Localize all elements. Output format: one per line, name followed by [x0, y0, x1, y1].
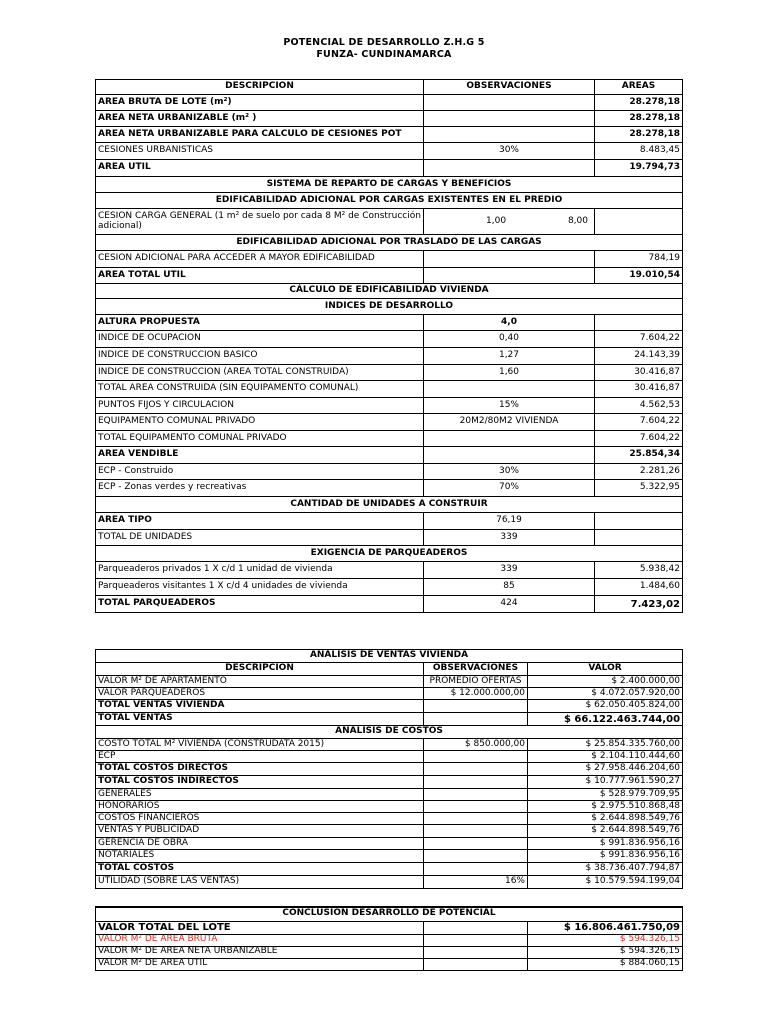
row-value: 24.143,39: [595, 348, 683, 365]
table-row: [96, 513, 683, 530]
table-row: [96, 331, 683, 348]
row-label: VALOR M² DE AREA NETA URBANIZABLE: [96, 946, 424, 958]
table-row: [96, 464, 683, 480]
obs-value-a: 1,00: [486, 215, 507, 226]
col-header-descripcion: DESCRIPCION: [96, 80, 424, 95]
row-value: $ 2.644.898.549,76: [528, 825, 683, 838]
table-header-row: [96, 663, 683, 676]
row-observation: $ 12.000.000,00: [424, 688, 528, 700]
col-header-descripcion: DESCRIPCION: [96, 663, 424, 676]
row-observation: 70%: [424, 480, 595, 497]
row-label: TOTAL EQUIPAMENTO COMUNAL PRIVADO: [96, 431, 424, 447]
col-header-areas: AREAS: [595, 80, 683, 95]
section-title: EDIFICABILIDAD ADICIONAL POR CARGAS EXISTENTES EN EL PREDIO: [96, 193, 683, 209]
table-row: [96, 813, 683, 825]
row-label: GERENCIA DE OBRA: [96, 838, 424, 850]
row-label: TOTAL COSTOS: [96, 863, 424, 876]
row-label: NOTARIALES: [96, 850, 424, 863]
table-row: [96, 381, 683, 398]
section-title: CÁLCULO DE EDIFICABILIDAD VIVIENDA: [96, 284, 683, 299]
row-value: 30.416,87: [595, 365, 683, 381]
row-label: Parqueaderos privados 1 X c/d 1 unidad de vivienda: [96, 562, 424, 579]
table-row: [96, 700, 683, 713]
row-observation: $ 850.000,00: [424, 739, 528, 751]
row-observation: 76,19: [424, 513, 595, 530]
row-observation: 30%: [424, 143, 595, 160]
row-value: 4.562,53: [595, 398, 683, 414]
table-row: [96, 268, 683, 284]
row-label: AREA NETA URBANIZABLE (m² ): [96, 111, 424, 127]
row-label: PUNTOS FIJOS Y CIRCULACION: [96, 398, 424, 414]
row-label: CESIONES URBANISTICAS: [96, 143, 424, 160]
row-label: VENTAS Y PUBLICIDAD: [96, 825, 424, 838]
row-value: 5.322,95: [595, 480, 683, 497]
row-value: $ 884.060,15: [528, 958, 683, 970]
row-label: CESION ADICIONAL PARA ACCEDER A MAYOR EDIFICABILIDAD: [96, 251, 424, 268]
row-observation: [424, 209, 595, 235]
row-observation: 30%: [424, 464, 595, 480]
col-header-observaciones: OBSERVACIONES: [424, 80, 595, 95]
row-label: Parqueaderos visitantes 1 X c/d 4 unidades de vivienda: [96, 579, 424, 596]
row-value: 7.423,02: [595, 596, 683, 613]
page-subtitle: FUNZA- CUNDINAMARCA: [316, 49, 452, 60]
row-value: $ 991.836.956,16: [528, 850, 683, 863]
table-row: [96, 127, 683, 143]
row-observation: 16%: [424, 876, 528, 889]
row-value: 8.483,45: [595, 143, 683, 160]
section-header: [96, 497, 683, 513]
section-header: [96, 299, 683, 315]
table-row: [96, 739, 683, 751]
table-row: [96, 676, 683, 688]
row-observation: 424: [424, 596, 595, 613]
table-row: [96, 688, 683, 700]
row-observation: 20M2/80M2 VIVIENDA: [424, 414, 595, 431]
row-label: INDICE DE CONSTRUCCION (AREA TOTAL CONSTRUIDA): [96, 365, 424, 381]
row-label: TOTAL PARQUEADEROS: [96, 596, 424, 613]
row-label: GENERALES: [96, 789, 424, 801]
row-value: $ 38.736.407.794,87: [528, 863, 683, 876]
section-title: CANTIDAD DE UNIDADES A CONSTRUIR: [96, 497, 683, 513]
row-label: TOTAL DE UNIDADES: [96, 530, 424, 546]
row-observation: PROMEDIO OFERTAS: [424, 676, 528, 688]
row-label: TOTAL VENTAS VIVIENDA: [96, 700, 424, 713]
table-row: [96, 530, 683, 546]
table-row: [96, 850, 683, 863]
table-row: [96, 946, 683, 958]
row-value: $ 594.326,15: [528, 946, 683, 958]
table-row: [96, 958, 683, 970]
section-title: EDIFICABILIDAD ADICIONAL POR TRASLADO DE LAS CARGAS: [96, 235, 683, 251]
table-row: [96, 480, 683, 497]
row-label: TOTAL COSTOS DIRECTOS: [96, 763, 424, 776]
row-observation: 1,60: [424, 365, 595, 381]
section-header: [96, 177, 683, 193]
row-value: $ 528.979.709,95: [528, 789, 683, 801]
row-value: $ 2.644.898.549,76: [528, 813, 683, 825]
row-value: $ 10.579.594.199,04: [528, 876, 683, 889]
row-value: 19.794,73: [595, 160, 683, 177]
row-label: VALOR PARQUEADEROS: [96, 688, 424, 700]
obs-value-b: 8,00: [567, 215, 588, 226]
row-value: 2.281,26: [595, 464, 683, 480]
table-row: [96, 160, 683, 177]
row-label: TOTAL COSTOS INDIRECTOS: [96, 776, 424, 789]
section-header: [96, 284, 683, 299]
potential-table: [95, 79, 683, 613]
row-value: 5.938,42: [595, 562, 683, 579]
row-observation: 4,0: [424, 315, 595, 331]
table-row: [96, 95, 683, 111]
row-label: AREA TOTAL UTIL: [96, 268, 424, 284]
table-row: [96, 414, 683, 431]
row-value: 30.416,87: [595, 381, 683, 398]
table-row: [96, 348, 683, 365]
table-row: [96, 801, 683, 813]
table-row: [96, 934, 683, 946]
table-row: [96, 143, 683, 160]
table-row: [96, 751, 683, 763]
table-row: [96, 365, 683, 381]
table-row: [96, 398, 683, 414]
table-row: [96, 838, 683, 850]
table-row: [96, 863, 683, 876]
section-title: CONCLUSION DESARROLLO DE POTENCIAL: [96, 907, 683, 921]
row-value: $ 16.806.461.750,09: [528, 921, 683, 934]
row-label: AREA BRUTA DE LOTE (m²): [96, 95, 424, 111]
row-value: $ 991.836.956,16: [528, 838, 683, 850]
row-label: COSTO TOTAL M² VIVIENDA (CONSTRUDATA 2015): [96, 739, 424, 751]
page-title: POTENCIAL DE DESARROLLO Z.H.G 5: [283, 37, 485, 48]
row-value: $ 4.072.057.920,00: [528, 688, 683, 700]
table-row: [96, 562, 683, 579]
row-value: $ 66.122.463.744,00: [528, 713, 683, 726]
row-label: ECP: [96, 751, 424, 763]
row-value: 25.854,34: [595, 447, 683, 464]
row-value: $ 2.975.510.868,48: [528, 801, 683, 813]
conclusion-table: [95, 906, 683, 971]
row-label: INDICE DE OCUPACION: [96, 331, 424, 348]
table-row: [96, 789, 683, 801]
row-label: ECP - Construido: [96, 464, 424, 480]
sales-analysis-table: [95, 649, 683, 889]
section-title: ANALISIS DE COSTOS: [96, 726, 683, 739]
row-value: $ 62.050.405.824,00: [528, 700, 683, 713]
table-row: [96, 763, 683, 776]
row-label: AREA VENDIBLE: [96, 447, 424, 464]
row-label: AREA NETA URBANIZABLE PARA CALCULO DE CESIONES POT: [96, 127, 424, 143]
table-row: [96, 776, 683, 789]
row-label: VALOR M² DE AREA BRUTA: [96, 934, 424, 946]
row-value: 7.604,22: [595, 414, 683, 431]
table-row: [96, 111, 683, 127]
row-label: HONORARIOS: [96, 801, 424, 813]
table-row: [96, 447, 683, 464]
table-row: [96, 825, 683, 838]
table-row: [96, 209, 683, 235]
section-title: SISTEMA DE REPARTO DE CARGAS Y BENEFICIOS: [96, 177, 683, 193]
row-value: 784,19: [595, 251, 683, 268]
row-label: AREA TIPO: [96, 513, 424, 530]
row-value: $ 594.326,15: [528, 934, 683, 946]
row-label: CESION CARGA GENERAL (1 m² de suelo por cada 8 M² de Construcción adicional): [96, 209, 424, 235]
row-value: 19.010,54: [595, 268, 683, 284]
table-header-row: [96, 80, 683, 95]
row-label: ECP - Zonas verdes y recreativas: [96, 480, 424, 497]
col-header-observaciones: OBSERVACIONES: [424, 663, 528, 676]
row-label: TOTAL VENTAS: [96, 713, 424, 726]
row-observation: 0,40: [424, 331, 595, 348]
table-row: [96, 251, 683, 268]
table-row: [96, 431, 683, 447]
row-label: COSTOS FINANCIEROS: [96, 813, 424, 825]
section-title: INDICES DE DESARROLLO: [96, 299, 683, 315]
row-value: 7.604,22: [595, 331, 683, 348]
section-title: EXIGENCIA DE PARQUEADEROS: [96, 546, 683, 562]
row-value: $ 10.777.961.590,27: [528, 776, 683, 789]
table-row: [96, 713, 683, 726]
section-header: [96, 726, 683, 739]
section-header: [96, 193, 683, 209]
table-row: [96, 579, 683, 596]
row-label: UTILIDAD (SOBRE LAS VENTAS): [96, 876, 424, 889]
row-label: VALOR M² DE APARTAMENTO: [96, 676, 424, 688]
section-header: [96, 546, 683, 562]
section-header: [96, 650, 683, 663]
row-value: $ 2.104.110.444,60: [528, 751, 683, 763]
row-label: ALTURA PROPUESTA: [96, 315, 424, 331]
row-observation: 85: [424, 579, 595, 596]
row-label: EQUIPAMENTO COMUNAL PRIVADO: [96, 414, 424, 431]
section-title: ANALISIS DE VENTAS VIVIENDA: [96, 650, 683, 663]
row-value: $ 2.400.000,00: [528, 676, 683, 688]
table-row: [96, 876, 683, 889]
row-value: 28.278,18: [595, 127, 683, 143]
row-value: 28.278,18: [595, 111, 683, 127]
table-row: [96, 596, 683, 613]
section-header: [96, 235, 683, 251]
table-row: [96, 921, 683, 934]
row-value: $ 27.958.446.204,60: [528, 763, 683, 776]
row-observation: 339: [424, 530, 595, 546]
row-value: 28.278,18: [595, 95, 683, 111]
table-row: [96, 315, 683, 331]
row-value: 1.484,60: [595, 579, 683, 596]
row-label: VALOR M² DE AREA UTIL: [96, 958, 424, 970]
row-observation: 1,27: [424, 348, 595, 365]
row-label: VALOR TOTAL DEL LOTE: [96, 921, 424, 934]
row-value: $ 25.854.335.760,00: [528, 739, 683, 751]
row-label: INDICE DE CONSTRUCCION BASICO: [96, 348, 424, 365]
section-header: [96, 907, 683, 921]
col-header-valor: VALOR: [528, 663, 683, 676]
row-label: TOTAL AREA CONSTRUIDA (SIN EQUIPAMENTO COMUNAL): [96, 381, 424, 398]
row-label: AREA UTIL: [96, 160, 424, 177]
row-value: 7.604,22: [595, 431, 683, 447]
row-observation: 339: [424, 562, 595, 579]
row-observation: 15%: [424, 398, 595, 414]
